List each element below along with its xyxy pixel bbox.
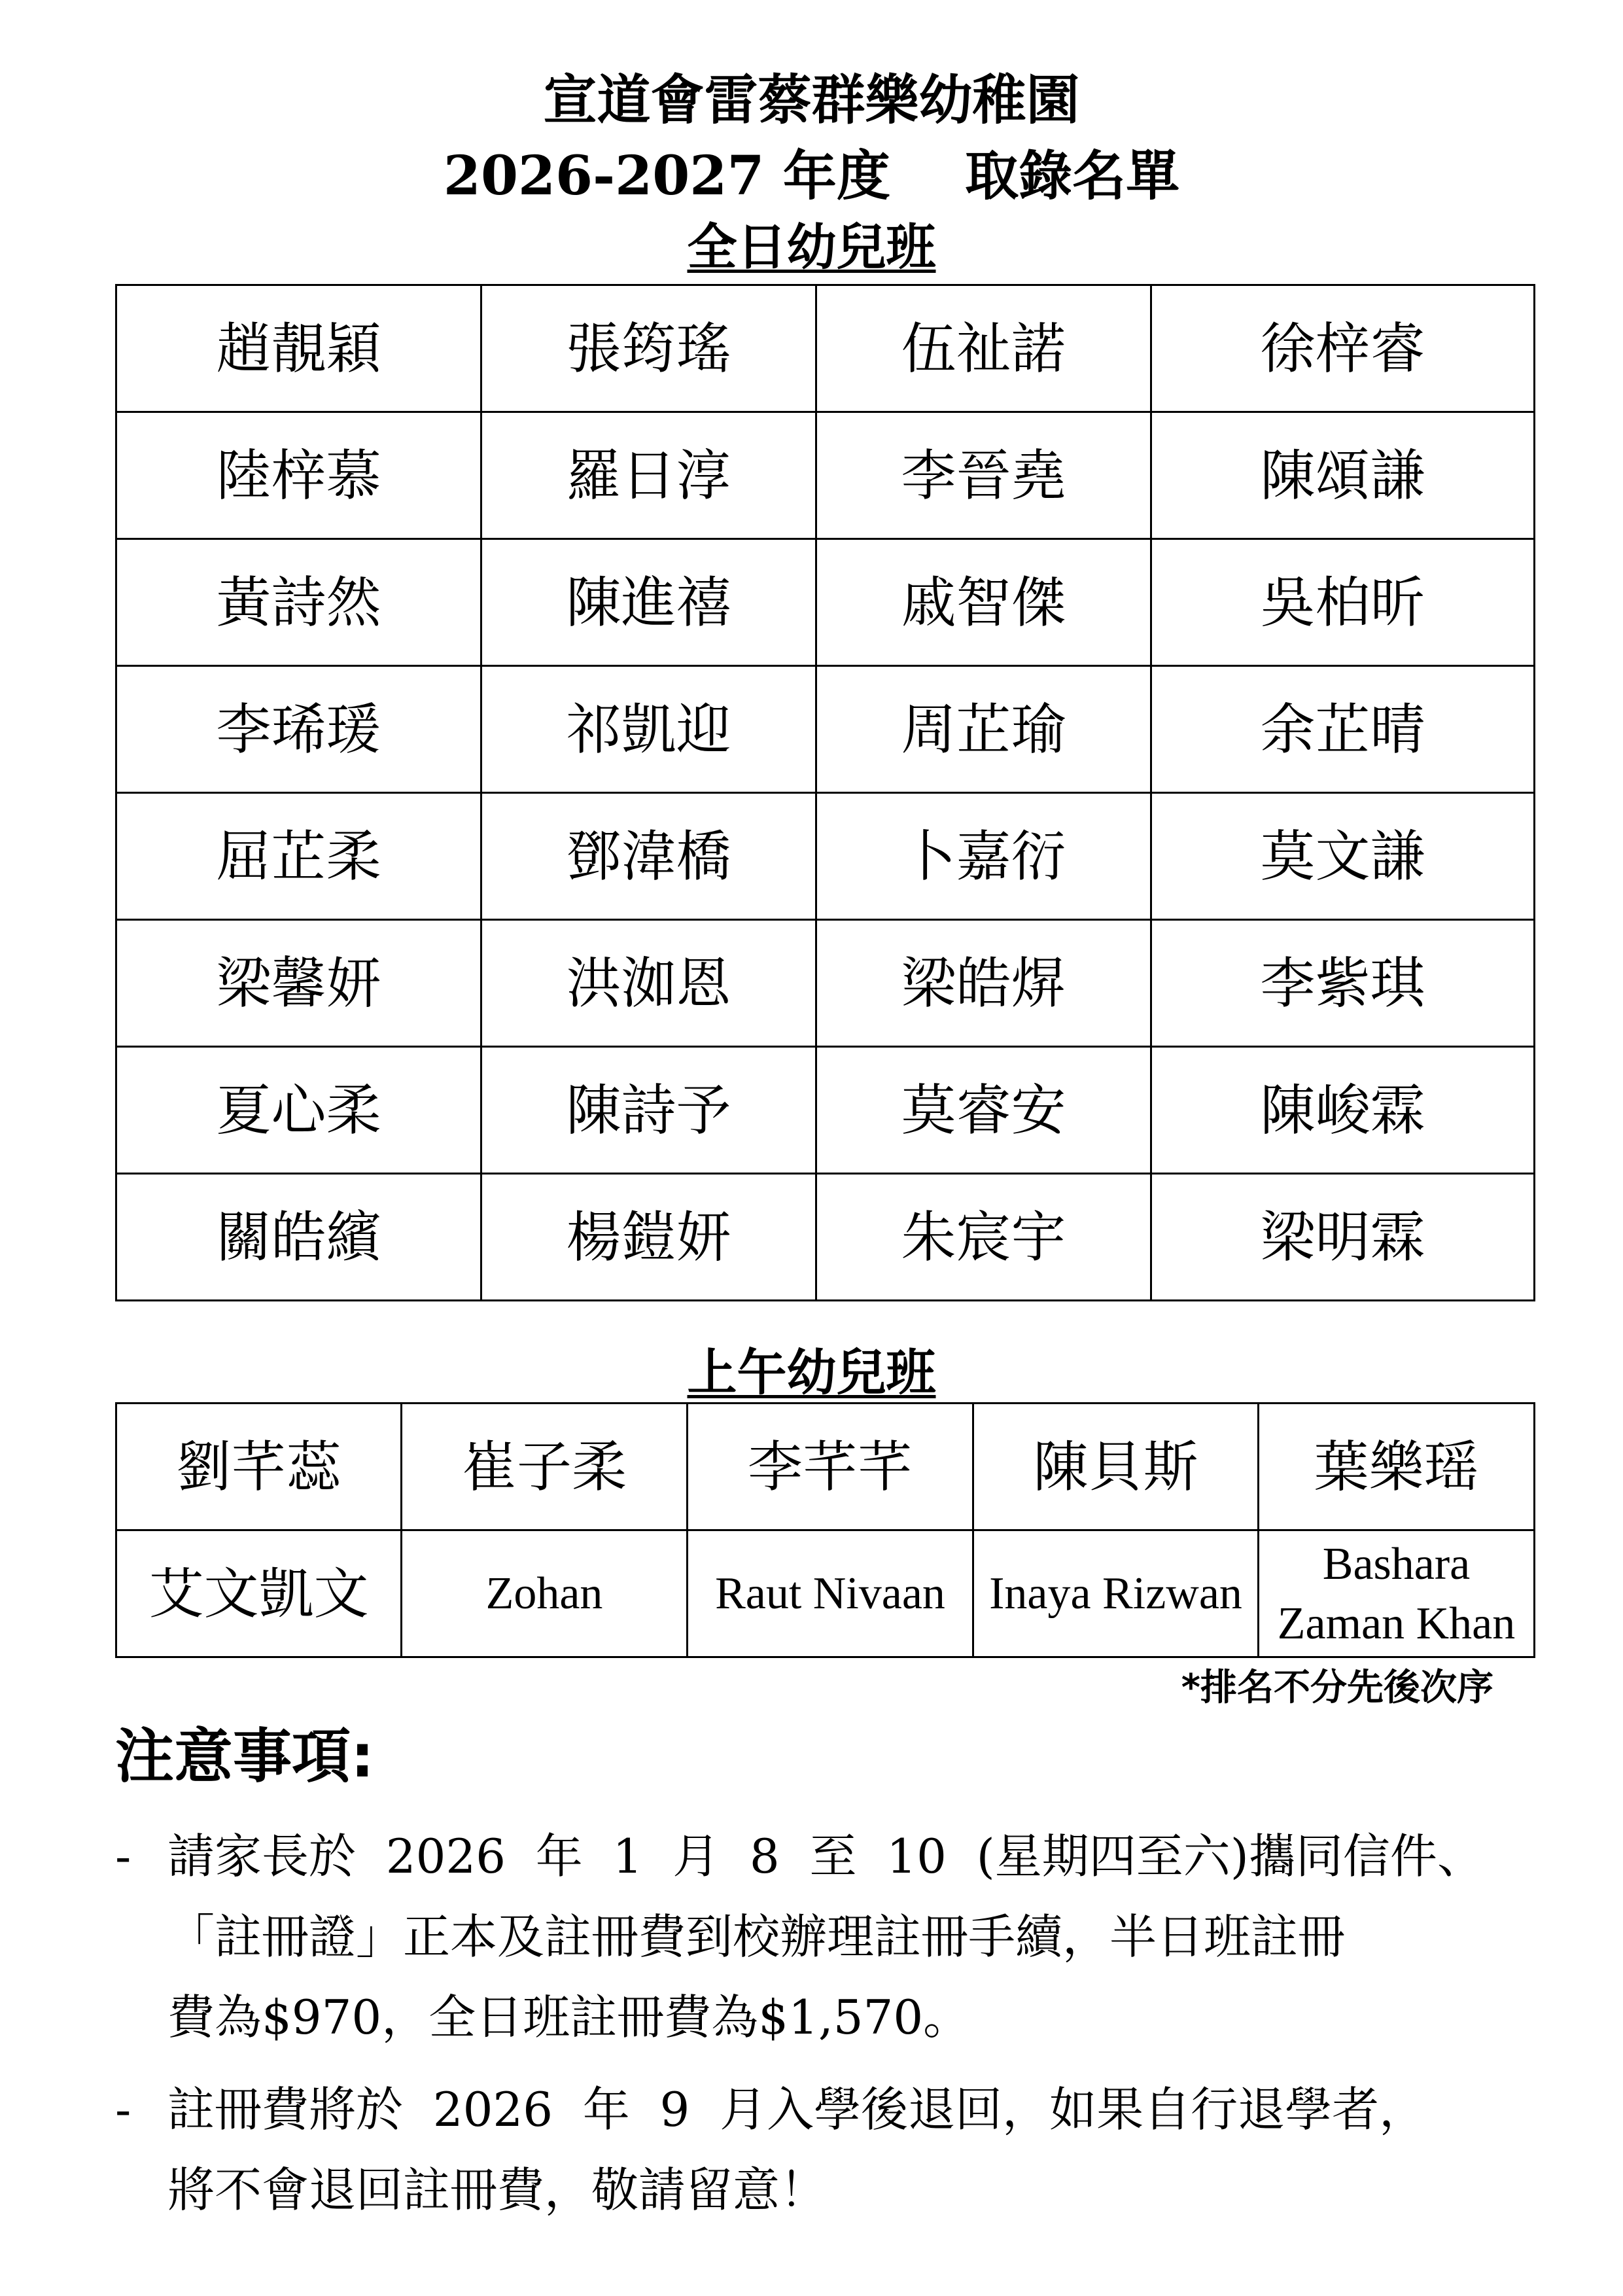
student-name-cell: 趙靚穎: [116, 285, 481, 412]
student-name-cell: 黃詩然: [116, 539, 481, 666]
student-name-cell: 關皓繽: [116, 1174, 481, 1301]
am-class-table: [115, 1402, 1535, 1658]
am-class-heading: [0, 1343, 1623, 1402]
am-class-heading-text: 上午幼兒班: [687, 1343, 936, 1402]
student-name-cell: 陳峻霖: [1151, 1047, 1535, 1174]
table-row: [116, 1047, 1535, 1174]
student-name-cell: 梁明霖: [1151, 1174, 1535, 1301]
note-line: 「註冊證」正本及註冊費到校辦理註冊手續，半日班註冊: [167, 1909, 1346, 1964]
student-name-cell: 余芷晴: [1151, 666, 1535, 793]
table-row: [116, 539, 1535, 666]
full-day-class-table: [115, 284, 1535, 1301]
student-name-cell: 戚智傑: [816, 539, 1151, 666]
note-line: 費為$970，全日班註冊費為$1,570。: [167, 1990, 971, 2045]
note-bullet: -: [115, 2082, 131, 2137]
note-line: 註冊費將於 2026 年 9 月入學後退回，如果自行退學者，: [167, 2082, 1427, 2137]
student-name-cell: 楊鎧妍: [481, 1174, 816, 1301]
student-name-cell: 吳柏昕: [1151, 539, 1535, 666]
school-name: 宣道會雷蔡群樂幼稚園: [543, 69, 1080, 132]
note-line: 請家長於 2026 年 1 月 8 至 10 (星期四至六)攜同信件、: [167, 1829, 1484, 1884]
table-row: [116, 793, 1535, 920]
table-row: [116, 412, 1535, 539]
student-name-cell: 李晉堯: [816, 412, 1151, 539]
student-name-cell: 劉芊蕊: [116, 1404, 402, 1530]
student-name-cell: 夏心柔: [116, 1047, 481, 1174]
student-name-cell: 李芊芊: [688, 1404, 973, 1530]
student-name-cell: 梁馨妍: [116, 920, 481, 1047]
student-name-cell: 葉樂瑶: [1259, 1404, 1535, 1530]
student-name-cell: 崔子柔: [402, 1404, 688, 1530]
note-line: 將不會退回註冊費，敬請留意！: [167, 2163, 828, 2217]
student-name-cell: 莫睿安: [816, 1047, 1151, 1174]
student-name-cell: 祁凱迎: [481, 666, 816, 793]
note-bullet: -: [115, 1829, 131, 1884]
student-name-cell: 李琋瑗: [116, 666, 481, 793]
table-row: [116, 1404, 1535, 1530]
student-name-cell: 羅日淳: [481, 412, 816, 539]
student-name-cell: Bashara Zaman Khan: [1259, 1530, 1535, 1657]
student-name-cell: 陸梓慕: [116, 412, 481, 539]
student-name-cell: 陳頌謙: [1151, 412, 1535, 539]
student-name-cell: 周芷瑜: [816, 666, 1151, 793]
student-name-cell: 陳詩予: [481, 1047, 816, 1174]
table-row: [116, 1530, 1535, 1657]
full-day-class-heading-text: 全日幼兒班: [687, 218, 936, 276]
table-row: [116, 285, 1535, 412]
student-name-cell: Zohan: [402, 1530, 688, 1657]
notes-heading: 注意事項:: [115, 1722, 374, 1791]
table-row: [116, 1174, 1535, 1301]
student-name-cell: Inaya Rizwan: [973, 1530, 1259, 1657]
student-name-cell: 洪洳恩: [481, 920, 816, 1047]
student-name-cell: Raut Nivaan: [688, 1530, 973, 1657]
student-name-cell: 艾文凱文: [116, 1530, 402, 1657]
student-name-cell: 伍祉諾: [816, 285, 1151, 412]
note-text: [167, 1816, 1533, 2058]
full-day-class-heading: [0, 218, 1623, 276]
student-name-cell: 屈芷柔: [116, 793, 481, 920]
student-name-cell: 張筠瑤: [481, 285, 816, 412]
student-name-cell: 陳進禧: [481, 539, 816, 666]
student-name-cell: 李紫琪: [1151, 920, 1535, 1047]
student-name-cell: 徐梓睿: [1151, 285, 1535, 412]
note-text: [167, 2070, 1533, 2231]
table-row: [116, 666, 1535, 793]
student-name-cell: 梁皓焺: [816, 920, 1151, 1047]
ranking-note: *排名不分先後次序: [1181, 1667, 1493, 1709]
student-name-cell: 莫文謙: [1151, 793, 1535, 920]
table-row: [116, 920, 1535, 1047]
student-name-cell: 卜嘉衍: [816, 793, 1151, 920]
student-name-cell: 鄧湋橋: [481, 793, 816, 920]
student-name-cell: 陳貝斯: [973, 1404, 1259, 1530]
student-name-cell: 朱宸宇: [816, 1174, 1151, 1301]
admission-list-title: 2026-2027 年度 取錄名單: [443, 145, 1180, 207]
